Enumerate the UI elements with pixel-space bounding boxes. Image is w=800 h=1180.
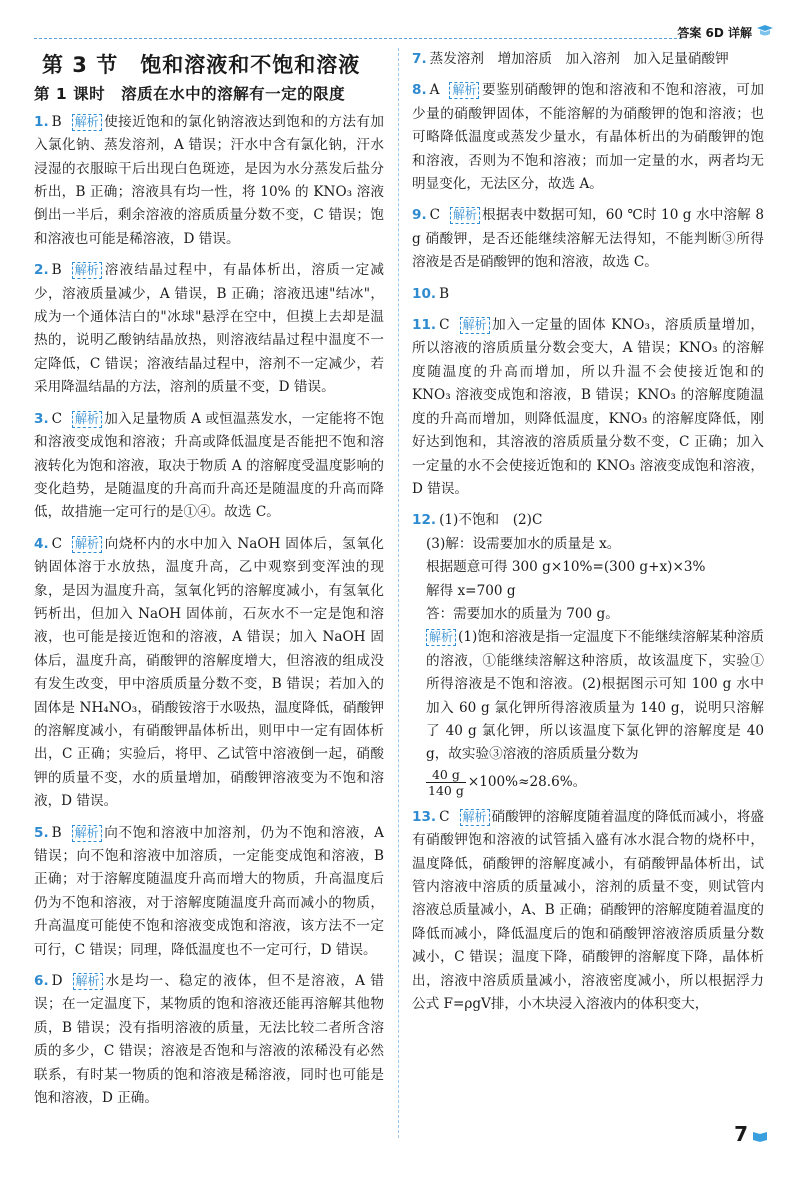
left-column bbox=[34, 48, 384, 1118]
item-answer: B bbox=[51, 113, 62, 130]
item-number: 3. bbox=[34, 410, 49, 427]
answer-item-11 bbox=[412, 314, 764, 501]
header-tag: 答案 6D 详解 bbox=[677, 26, 752, 40]
answer-item-12 bbox=[412, 509, 764, 797]
item-text: 向不饱和溶液中加溶剂，仍为不饱和溶液，A 错误；向不饱和溶液中加溶质，一定能变成饱和溶液，B 正确；对于溶解度随温度升高而增大的物质，升高温度后仍为不饱和溶液，对于溶解度随温度升高而减小的物质，升高温度可能使不饱和溶液变成饱和溶液，该方法不一定可行，C 错误；同理，降低温度也不一定可行，D 错误。 bbox=[34, 824, 384, 958]
item-answer: A bbox=[429, 82, 440, 99]
analysis-tag: 解析 bbox=[72, 114, 102, 131]
item-text: 加入一定量的固体 KNO₃，溶质质量增加，所以溶液的溶质质量分数会变大，A 错误；KNO₃ 的溶解度随温度的升高而增加，所以升温不会使接近饱和的 KNO₃ 溶液变成饱和溶液，B 错误；KNO₃ 的溶解度随温度的升高而增加，则降低温度，KNO₃ 的溶解度降低，刚好达到饱和，其溶液的溶质质量分数不变，C 正确；加入一定量的水不会使接近饱和的 KNO₃ 溶液变成饱和溶液，D 错误。 bbox=[412, 317, 764, 497]
answer-item-5 bbox=[34, 822, 384, 962]
analysis-tag: 解析 bbox=[73, 973, 103, 990]
fraction-tail: ×100%≈28.6%。 bbox=[467, 773, 587, 790]
section-title: 第 3 节 饱和溶液和不饱和溶液 bbox=[42, 53, 361, 77]
answer-item-9 bbox=[412, 204, 764, 274]
item-text: 硝酸钾的溶解度随着温度的降低而减小，将盛有硝酸钾饱和溶液的试管插入盛有冰水混合物的烧杯中，温度降低，硝酸钾的溶解度减小，有硝酸钾晶体析出，试管内溶液中溶质的质量减小，溶剂的质量不变，则试管内溶液总质量减小，A、B 正确；硝酸钾的溶解度随着温度的降低而减小，降低温度后的饱和硝酸钾溶液溶质质量分数减小，C 错误；温度下降，硝酸钾的溶解度下降，晶体析出，溶液中溶质质量减小，溶液密度减小，所以根据浮力公式 F=ρgV排，小木块浸入溶液内的体积变大， bbox=[412, 808, 764, 1013]
book-icon bbox=[756, 24, 774, 38]
item-number: 1. bbox=[34, 113, 49, 130]
fraction bbox=[426, 767, 466, 798]
solution-line: 解得 x=700 g bbox=[426, 582, 516, 599]
item-answer: C bbox=[439, 317, 450, 334]
analysis-tag: 解析 bbox=[460, 809, 490, 826]
item-text: (1)饱和溶液是指一定温度下不能继续溶解某种溶质的溶液，①能继续溶解这种溶质，故该温度下，实验①所得溶液是不饱和溶液。(2)根据图示可知 100 g 水中加入 60 g 氯化钾所得溶液质量为 140 g，说明只溶解了 40 g 氯化钾，所以该温度下氯化钾的溶解度是 40 g，故实验③溶液的溶质质量分数为 bbox=[426, 629, 764, 763]
column-divider bbox=[398, 48, 399, 1138]
item-number: 7. bbox=[412, 51, 427, 67]
lesson-title: 第 1 课时 溶质在水中的溶解有一定的限度 bbox=[34, 85, 346, 104]
right-column bbox=[412, 48, 764, 1024]
item-text: 加入足量物质 A 或恒温蒸发水，一定能将不饱和溶液变成饱和溶液；升高或降低温度是否能把不饱和溶液转化为饱和溶液，取决于物质 A 的溶解度受温度影响的变化趋势，是随温度的升高而升高还是随温度的升高而降低，故措施一定可行的是①④。故选 C。 bbox=[34, 410, 384, 521]
item-text: 溶液结晶过程中，有晶体析出，溶质一定减少，溶液质量减少，A 错误，B 正确；溶液迅速"结冰"，成为一个通体洁白的"冰球"悬浮在空中，但摸上去却是温热的，说明乙酸钠结晶放热，则溶液结晶过程中温度不一定降低，C 错误；溶液结晶过程中，溶剂不一定减少，若采用降温结晶的方法，溶剂的质量不变，D 错误。 bbox=[34, 262, 384, 396]
item-answer: B bbox=[51, 824, 62, 841]
answer-item-1 bbox=[34, 111, 384, 251]
analysis-tag: 解析 bbox=[72, 825, 102, 842]
analysis-tag: 解析 bbox=[72, 536, 102, 553]
solution-line: 根据题意可得 300 g×10%=(300 g+x)×3% bbox=[426, 559, 706, 576]
item-answer: C bbox=[51, 535, 63, 552]
answer-item-3 bbox=[34, 408, 384, 525]
analysis-tag: 解析 bbox=[460, 317, 490, 334]
fraction-numerator: 40 g bbox=[426, 767, 466, 783]
item-answer: D bbox=[51, 973, 63, 990]
item-text: 使接近饱和的氯化钠溶液达到饱和的方法有加入氯化钠、蒸发溶剂，A 错误；汗水中含有氯化钠，汗水浸湿的衣服晾干后出现白色斑迹，是因为水分蒸发后盐分析出，B 正确；溶液具有均一性，将 10% 的 KNO₃ 溶液倒出一半后，剩余溶液的溶质质量分数不变，C 错误；饱和溶液也可能是稀溶液，D 错误。 bbox=[34, 113, 384, 247]
item-answer: B bbox=[439, 285, 450, 302]
item-text: 向烧杯内的水中加入 NaOH 固体后，氢氧化钠固体溶于水放热，温度升高，乙中观察到变浑浊的现象，是因为温度升高，氢氧化钙的溶解度减小，有氢氧化钙析出，但加入 NaOH 固体前，石灰水不一定是饱和溶液，也可能是接近饱和的溶液，A 错误；加入 NaOH 固体后，温度升高，硝酸钾的溶解度增大，但溶液的组成没有发生改变，甲中溶质质量分数不变，B 错误；若加入的固体是 NH₄NO₃，硝酸铵溶于水吸热，温度降低，硝酸钾的溶解度减小，有硝酸钾晶体析出，则甲中一定有固体析出，C 正确；实验后，将甲、乙试管中溶液倒一起，硝酸钾的质量不变，水的质量增加，硝酸钾溶液变为不饱和溶液，D 错误。 bbox=[34, 535, 384, 810]
analysis-tag: 解析 bbox=[450, 207, 480, 224]
analysis-paragraph bbox=[426, 626, 764, 797]
answer-item-6 bbox=[34, 970, 384, 1110]
answer-item-10 bbox=[412, 283, 764, 306]
item-answer: C bbox=[439, 808, 450, 825]
item-number: 2. bbox=[34, 262, 49, 279]
analysis-tag: 解析 bbox=[426, 629, 456, 646]
book-icon bbox=[752, 1130, 768, 1142]
fraction-denominator: 140 g bbox=[428, 782, 464, 798]
answer-item-2 bbox=[34, 259, 384, 399]
answer-item-13 bbox=[412, 806, 764, 1017]
answer-item-7 bbox=[412, 48, 764, 71]
analysis-tag: 解析 bbox=[72, 262, 102, 279]
item-text: 蒸发溶剂 增加溶质 加入溶剂 加入足量硝酸钾 bbox=[429, 51, 729, 67]
item-text: 根据表中数据可知，60 ℃时 10 g 水中溶解 8 g 硝酸钾，是否还能继续溶解无法得知，不能判断③所得溶液是否是硝酸钾的饱和溶液，故选 C。 bbox=[412, 207, 764, 271]
solution-line: 答：需要加水的质量为 700 g。 bbox=[426, 605, 619, 622]
item-answer: C bbox=[429, 207, 441, 224]
analysis-tag: 解析 bbox=[449, 82, 479, 99]
item-number: 5. bbox=[34, 824, 49, 841]
item-number: 10. bbox=[412, 285, 437, 302]
item-answer: B bbox=[51, 262, 62, 279]
item-text: 要鉴别硝酸钾的饱和溶液和不饱和溶液，可加少量的硝酸钾固体，不能溶解的为硝酸钾的饱和溶液；也可略降低温度或蒸发少量水，有晶体析出的为硝酸钾的饱和溶液，否则为不饱和溶液；而加一定量的水，两者均无明显变化，无法区分，故选 A。 bbox=[412, 82, 764, 193]
item-number: 11. bbox=[412, 317, 437, 334]
solution-line: (3)解：设需要加水的质量是 x。 bbox=[426, 535, 621, 552]
item-number: 8. bbox=[412, 82, 427, 99]
answer-item-8 bbox=[412, 79, 764, 196]
item-number: 4. bbox=[34, 535, 49, 552]
item-number: 12. bbox=[412, 512, 437, 529]
item-number: 13. bbox=[412, 808, 437, 825]
item-number: 6. bbox=[34, 973, 49, 990]
analysis-tag: 解析 bbox=[72, 411, 102, 428]
item-number: 9. bbox=[412, 207, 427, 224]
answer-item-4 bbox=[34, 533, 384, 814]
item-text: (1)不饱和 (2)C bbox=[439, 512, 543, 529]
item-answer: C bbox=[51, 410, 63, 427]
page-number: 7 bbox=[734, 1122, 748, 1146]
header-rule bbox=[34, 38, 682, 39]
item-text: 水是均一、稳定的液体，但不是溶液，A 错误；在一定温度下，某物质的饱和溶液还能再溶解其他物质，B 错误；没有指明溶液的质量，无法比较二者所含溶质的多少，C 错误；溶液是否饱和与溶液的浓稀没有必然联系，有时某一物质的饱和溶液是稀溶液，同时也可能是饱和溶液，D 正确。 bbox=[34, 973, 384, 1107]
